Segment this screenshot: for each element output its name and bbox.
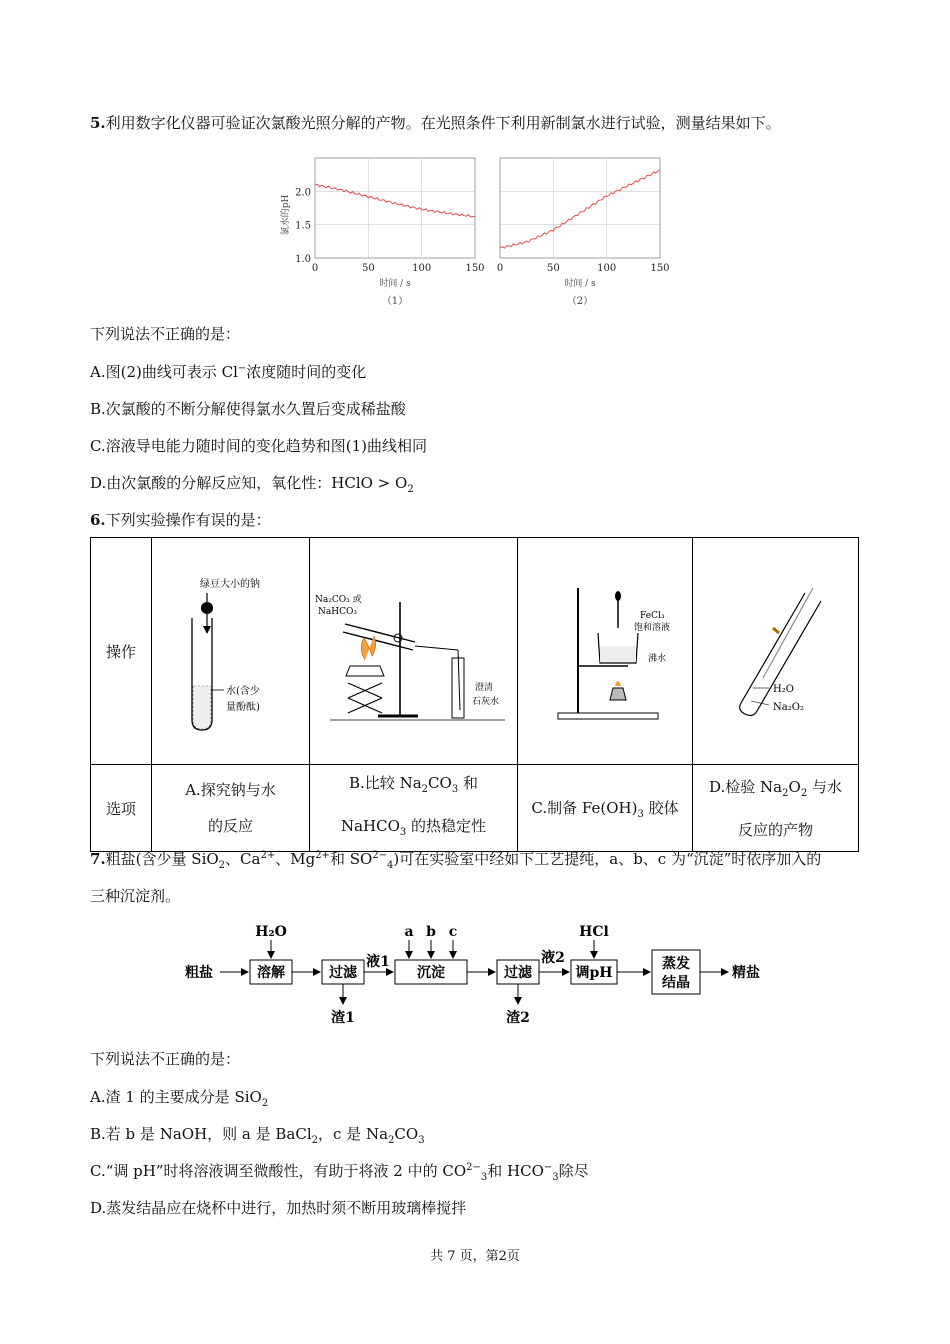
limewater-label-2: 石灰水	[472, 697, 500, 707]
colloid-figure	[518, 538, 692, 760]
option-b: B.比较 $Na_2CO_3$ 和 NaHCO$_3$ 的热稳定性	[310, 765, 518, 852]
flow-filter-1: 过滤	[329, 965, 357, 981]
option-c: C.制备 $Fe(OH)_3$ 胶体	[518, 765, 693, 852]
q7-option-d: D.蒸发结晶应在烧杯中进行，加热时须不断用玻璃棒搅拌	[90, 1199, 467, 1217]
limewater-label-1: 澄清	[475, 683, 494, 693]
flow-reagent-c: c	[448, 924, 458, 940]
x-tick-label: 100	[597, 263, 617, 274]
x-tick-label: 50	[361, 263, 375, 274]
q7-flowchart	[180, 918, 780, 1033]
q5-option-d: D.由次氯酸的分解反应知，氧化性：HClO > $O_2$	[90, 474, 414, 495]
plot-frame	[315, 158, 475, 258]
q7-prompt: 下列说法不正确的是：	[90, 1050, 241, 1068]
page-footer: 共 7 页，第2页	[430, 1249, 520, 1264]
heating-tube-figure	[310, 538, 517, 760]
q5-option-c: C.溶液导电能力随时间的变化趋势和图(1)曲线相同	[90, 437, 427, 455]
flow-evaporate: 蒸发	[662, 956, 690, 972]
flow-water: H₂O	[255, 924, 287, 940]
apparatus-c	[518, 538, 693, 765]
chart1-ylabel: 氯水的pH	[281, 194, 291, 236]
chart-caption: （2）	[566, 296, 594, 307]
chart-2	[497, 158, 670, 307]
q7-stem-line1: 7.粗盐(含少量 SiO$_2$、$Ca^{2+}$、$Mg^{2+}$和 $SO^{2-}_4$)可在实验室中经如下工艺提纯，a、b、c 为“沉淀”时依序加入的	[90, 850, 822, 871]
option-a: A.探究钠与水 的反应	[152, 765, 310, 852]
y-tick-label: 1.5	[295, 220, 311, 232]
flow-reagent-a: a	[404, 924, 414, 940]
flow-residue-1: 渣1	[331, 1010, 355, 1026]
q5-stem: 5.利用数字化仪器可验证次氯酸光照分解的产物。在光照条件下利用新制氯水进行试验，测量结果如下。	[90, 114, 781, 132]
flow-raw-salt: 粗盐	[185, 965, 213, 981]
flow-dissolve: 溶解	[257, 965, 285, 981]
carbonate-label-2: NaHCO₃	[318, 607, 357, 617]
flow-liquid-1: 液1	[366, 954, 390, 970]
y-tick-label: 2.0	[295, 187, 311, 199]
row-header-operation: 操作	[91, 538, 152, 765]
x-tick-label: 100	[412, 263, 432, 274]
apparatus-b	[310, 538, 518, 765]
x-tick-label: 0	[311, 263, 319, 274]
q5-charts	[270, 150, 690, 315]
y-tick-label: 1.0	[295, 254, 311, 265]
chart-caption: （1）	[381, 296, 409, 307]
q7-option-c: C.“调 pH”时将溶液调至微酸性，有助于将液 2 中的 $CO^{2-}_3$和 $HCO^-_3$除尽	[90, 1162, 589, 1183]
q6-stem: 6.下列实验操作有误的是：	[90, 511, 271, 529]
q5-option-a: A.图(2)曲线可表示 Cl−浓度随时间的变化	[90, 363, 367, 381]
apparatus-a	[152, 538, 310, 765]
ferric-label-1: FeCl₃	[640, 611, 665, 621]
water-label: H₂O	[773, 684, 794, 695]
test-tube-sodium-figure	[152, 538, 309, 760]
q5-option-b: B.次氯酸的不断分解使得氯水久置后变成稀盐酸	[90, 400, 406, 418]
option-d: D.检验 $Na_2O_2$ 与水 反应的产物	[693, 765, 859, 852]
q7-stem-line2: 三种沉淀剂。	[90, 887, 181, 905]
flow-hcl: HCl	[579, 924, 609, 940]
q6-table	[90, 537, 859, 852]
x-axis-label: 时间 / s	[379, 279, 411, 289]
flow-crystallize: 结晶	[662, 975, 690, 991]
peroxide-tube-figure	[693, 538, 858, 760]
apparatus-d	[693, 538, 859, 765]
x-axis-label: 时间 / s	[564, 279, 596, 289]
chart-1	[279, 158, 485, 307]
flow-reagent-b: b	[426, 924, 436, 940]
carbonate-label-1: Na₂CO₃ 或	[315, 595, 362, 605]
flow-precipitate: 沉淀	[417, 965, 445, 981]
sodium-label: 绿豆大小的钠	[200, 579, 260, 590]
flow-liquid-2: 液2	[541, 950, 565, 966]
x-tick-label: 150	[650, 263, 670, 274]
q7-option-b: B.若 b 是 NaOH，则 a 是 BaCl$_2$，c 是 $Na_2CO_3$	[90, 1125, 425, 1146]
x-tick-label: 50	[546, 263, 560, 274]
ferric-label-2: 饱和溶液	[634, 623, 671, 633]
boiling-water-label: 沸水	[648, 654, 667, 664]
q5-prompt: 下列说法不正确的是：	[90, 325, 241, 343]
flow-residue-2: 渣2	[506, 1010, 530, 1026]
row-header-option: 选项	[91, 765, 152, 852]
flow-adjust-ph: 调pH	[575, 965, 613, 981]
flow-refined-salt: 精盐	[732, 965, 760, 981]
x-tick-label: 0	[496, 263, 504, 274]
q7-option-a: A.渣 1 的主要成分是 SiO$_2$	[90, 1088, 269, 1109]
flow-filter-2: 过滤	[504, 965, 532, 981]
water-label-1: 水(含少	[226, 686, 260, 697]
x-tick-label: 150	[465, 263, 485, 274]
water-label-2: 量酚酞)	[226, 702, 260, 713]
peroxide-label: Na₂O₂	[773, 702, 804, 713]
